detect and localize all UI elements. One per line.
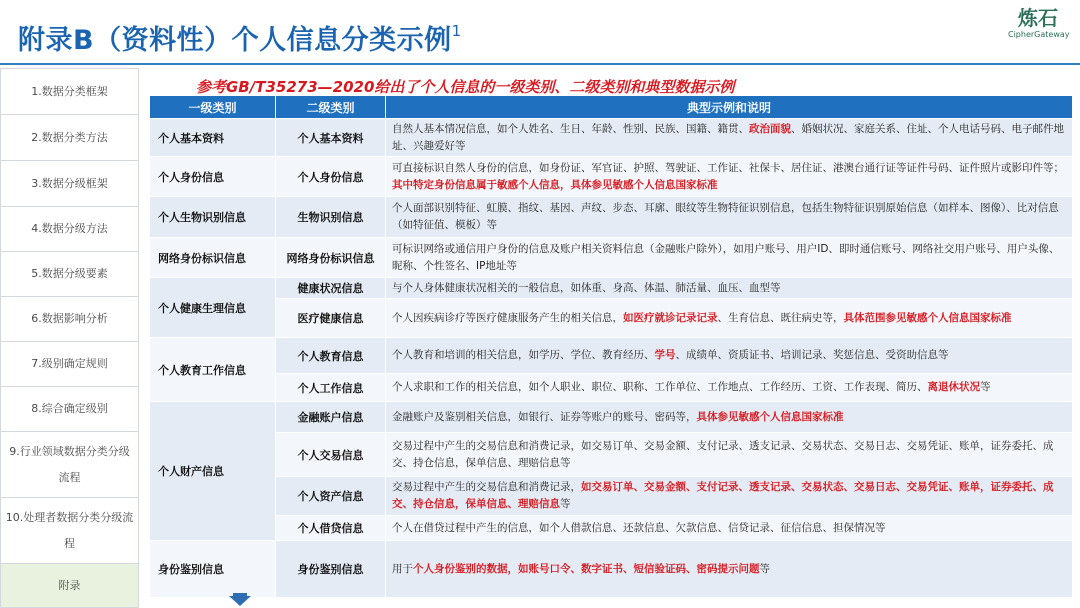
- subcategory-cell: 个人借贷信息: [276, 516, 385, 540]
- description-cell: [386, 374, 1072, 401]
- logo-english: CipherGateway: [1008, 30, 1070, 39]
- sensitive-highlight: 个人身份鉴别的数据，如账号口令、数字证书、短信验证码、密码提示问题: [413, 562, 760, 575]
- sidebar-item-4[interactable]: [0, 206, 139, 252]
- description-cell: [386, 157, 1072, 196]
- description-segment: 可标识网络或通信用户身份的信息及账户相关资料信息（金融账户除外），如用户账号、用户ID、即时通信账号、网络社交用户账号、用户头像、昵称、个性签名、IP地址等: [392, 242, 1060, 272]
- sidebar-item-label: 5.数据分级要素: [31, 267, 108, 280]
- title-divider: [0, 63, 1080, 65]
- description-cell: [386, 338, 1072, 373]
- sidebar-item-7[interactable]: [0, 341, 139, 387]
- logo-chinese: 炼石: [1018, 6, 1058, 30]
- down-arrow-icon[interactable]: [229, 596, 251, 606]
- description-text: [392, 379, 991, 396]
- sidebar-item-3[interactable]: [0, 160, 139, 207]
- subcategory-cell: 身份鉴别信息: [276, 541, 385, 597]
- category-cell: 个人身份信息: [150, 157, 275, 196]
- sidebar-item-label: 7.级别确定规则: [31, 357, 108, 370]
- sensitive-highlight: 离退休状况: [927, 381, 980, 393]
- sidebar-item-8[interactable]: [0, 386, 139, 432]
- description-segment: 个人因疾病诊疗等医疗健康服务产生的相关信息，: [392, 311, 623, 324]
- description-segment: 、婚姻状况、家庭关系、住址、个人电话号码、电子邮件地址、兴趣爱好等: [392, 122, 1064, 152]
- footnote-marker: 1: [451, 22, 462, 40]
- subcategory-cell: 个人资产信息: [276, 477, 385, 515]
- description-segment: 交易过程中产生的交易信息和消费记录，如交易订单、交易金额、支付记录、透支记录、交易状态、交易日志、交易凭证、账单，证券委托、成交、持仓信息，保单信息、理赔信息等: [392, 439, 1054, 469]
- description-text: [392, 200, 1066, 234]
- description-text: [392, 121, 1066, 155]
- description-cell: [386, 119, 1072, 156]
- sensitive-highlight: 政治面貌: [749, 122, 791, 135]
- description-segment: 个人在借贷过程中产生的信息，如个人借款信息、还款信息、欠款信息、信贷记录、征信信息、担保情况等: [392, 521, 886, 534]
- sensitive-highlight: 具体范围参见敏感个人信息国家标准: [843, 311, 1012, 324]
- description-cell: [386, 299, 1072, 337]
- description-segment: 交易过程中产生的交易信息和消费记录，: [392, 481, 581, 493]
- subcategory-cell: 生物识别信息: [276, 197, 385, 237]
- description-text: [392, 520, 886, 537]
- description-cell: [386, 477, 1072, 515]
- description-segment: 等: [980, 381, 991, 393]
- description-cell: [386, 278, 1072, 298]
- brand-logo: [1008, 6, 1068, 40]
- description-cell: [386, 516, 1072, 540]
- description-segment: 自然人基本情况信息，如个人姓名、生日、年龄、性别、民族、国籍、籍贯、: [392, 122, 749, 135]
- category-cell: 身份鉴别信息: [150, 541, 275, 597]
- description-text: [392, 561, 770, 578]
- sidebar-item-label: 9.行业领域数据分类分级流程: [9, 444, 130, 484]
- description-segment: 等: [759, 562, 770, 575]
- description-cell: [386, 433, 1072, 476]
- subcategory-cell: 个人教育信息: [276, 338, 385, 373]
- description-text: [392, 347, 949, 364]
- category-cell: 个人生物识别信息: [150, 197, 275, 237]
- description-segment: 、生育信息、既往病史等，: [717, 311, 844, 324]
- description-cell: [386, 197, 1072, 237]
- description-segment: 可直接标识自然人身份的信息，如身份证、军官证、护照、驾驶证、工作证、社保卡、居住证、港澳台通行证等证件号码、证件照片或影印件等；: [392, 161, 1064, 174]
- header-level2: 二级类别: [276, 96, 385, 118]
- subcategory-cell: 网络身份标识信息: [276, 238, 385, 277]
- description-segment: 个人教育和培训的相关信息，如学历、学位、教育经历、: [392, 349, 655, 361]
- description-text: [392, 310, 1012, 327]
- description-text: [392, 160, 1066, 194]
- sidebar-item-label: 2.数据分类方法: [31, 130, 108, 144]
- sidebar-item-label: 10.处理者数据分类分级流程: [5, 510, 134, 550]
- description-segment: 、成绩单、资质证书、培训记录、奖惩信息、受资助信息等: [675, 349, 949, 361]
- description-cell: [386, 541, 1072, 597]
- description-segment: 等: [560, 498, 571, 510]
- sidebar-item-label: 8.综合确定级别: [31, 402, 108, 415]
- subcategory-cell: 个人工作信息: [276, 374, 385, 401]
- subcategory-cell: 个人交易信息: [276, 433, 385, 476]
- sensitive-highlight: 如交易订单、交易金额、支付记录、透支记录、交易状态、交易日志、交易凭证、账单，证券委托、成交、持仓信息，保单信息、理赔信息: [392, 481, 1054, 510]
- table-caption: 参考GB/T35273—2020给出了个人信息的一级类别、二级类别和典型数据示例: [196, 78, 735, 96]
- sidebar-item-6[interactable]: [0, 296, 139, 342]
- description-segment: 金融账户及鉴别相关信息，如银行、证券等账户的账号、密码等，: [392, 410, 697, 423]
- sidebar-item-10[interactable]: [0, 497, 139, 564]
- sidebar-item-label: 6.数据影响分析: [31, 312, 108, 325]
- description-text: [392, 280, 781, 297]
- subcategory-cell: 个人基本资料: [276, 119, 385, 156]
- description-text: [392, 438, 1066, 472]
- description-segment: 用于: [392, 562, 413, 575]
- category-cell: 个人教育工作信息: [150, 338, 275, 401]
- description-cell: [386, 402, 1072, 432]
- sidebar-item-appendix[interactable]: [0, 563, 139, 608]
- sidebar-item-2[interactable]: [0, 114, 139, 161]
- header-level1: 一级类别: [150, 96, 275, 118]
- page-title-text: 附录B（资料性）个人信息分类示例: [18, 25, 452, 56]
- description-segment: 个人求职和工作的相关信息，如个人职业、职位、职称、工作单位、工作地点、工作经历、工资、工作表现、简历、: [392, 381, 928, 393]
- subcategory-cell: 健康状况信息: [276, 278, 385, 298]
- sensitive-highlight: 其中特定身份信息属于敏感个人信息，具体参见敏感个人信息国家标准: [392, 178, 718, 191]
- sidebar-item-label: 附录: [58, 578, 81, 592]
- category-cell: 个人基本资料: [150, 119, 275, 156]
- description-text: [392, 241, 1066, 275]
- subcategory-cell: 医疗健康信息: [276, 299, 385, 337]
- sidebar-item-9[interactable]: [0, 431, 139, 498]
- category-cell: 个人健康生理信息: [150, 278, 275, 337]
- subcategory-cell: 个人身份信息: [276, 157, 385, 196]
- description-text: [392, 409, 844, 426]
- sidebar-item-label: 1.数据分类框架: [31, 84, 108, 98]
- description-segment: 个人面部识别特征、虹膜、指纹、基因、声纹、步态、耳廓、眼纹等生物特征识别信息，包括生物特征识别原始信息（如样本、图像）、比对信息（如特征值、模板）等: [392, 202, 1059, 231]
- description-cell: [386, 238, 1072, 277]
- sensitive-highlight: 如医疗就诊记录记录: [623, 311, 718, 324]
- header-examples: 典型示例和说明: [386, 96, 1072, 118]
- classification-table: [150, 96, 1072, 597]
- description-text: [392, 479, 1066, 513]
- category-cell: 个人财产信息: [150, 402, 275, 540]
- sidebar-item-1[interactable]: [0, 68, 139, 115]
- page-title: [18, 18, 462, 57]
- sensitive-highlight: 具体参见敏感个人信息国家标准: [696, 410, 844, 423]
- description-segment: 与个人身体健康状况相关的一般信息，如体重、身高、体温、肺活量、血压、血型等: [392, 281, 781, 294]
- sensitive-highlight: 学号: [654, 349, 676, 361]
- subcategory-cell: 金融账户信息: [276, 402, 385, 432]
- category-cell: 网络身份标识信息: [150, 238, 275, 277]
- sidebar-item-label: 4.数据分级方法: [31, 222, 108, 235]
- sidebar-item-5[interactable]: [0, 251, 139, 297]
- sidebar-item-label: 3.数据分级框架: [31, 176, 108, 190]
- sidebar-nav: [0, 68, 141, 608]
